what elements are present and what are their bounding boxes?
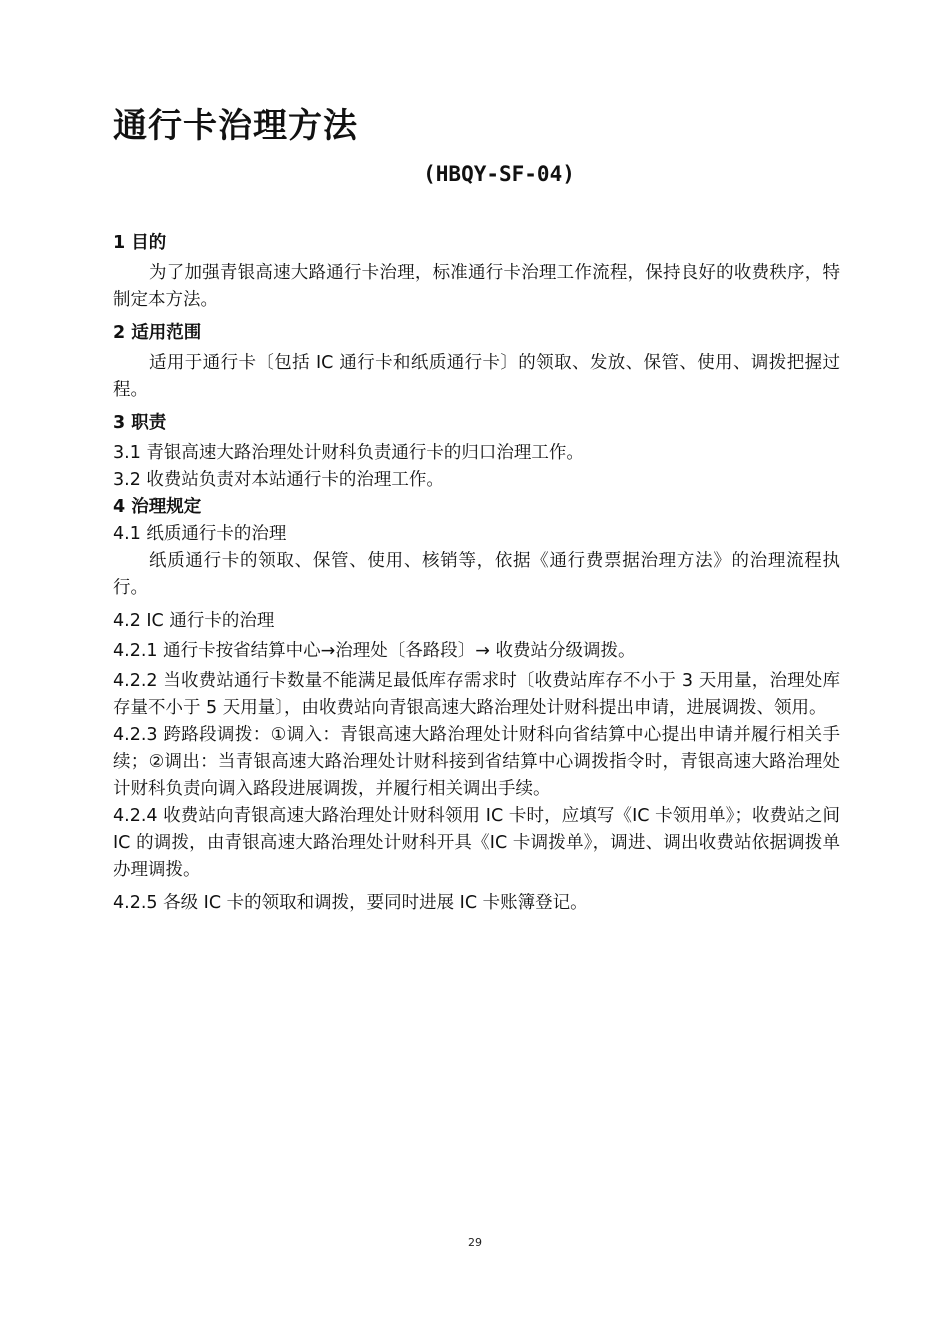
section-4-2: 4.2 IC 通行卡的治理	[113, 611, 275, 631]
section-1-heading: 1 目的	[113, 233, 167, 253]
section-4-2-1: 4.2.1 通行卡按省结算中心→治理处〔各路段〕→ 收费站分级调拨。	[113, 641, 636, 661]
section-1-text: 为了加强青银高速大路通行卡治理，标准通行卡治理工作流程，保持良好的收费秩序，特制定本方法。	[113, 263, 840, 310]
page-title: 通行卡治理方法	[113, 106, 358, 146]
section-2-heading: 2 适用范围	[113, 323, 202, 343]
section-4-2-4: 4.2.4 收费站向青银高速大路治理处计财科领用 IC 卡时，应填写《IC 卡领用单》；收费站之间 IC 的调拨，由青银高速大路治理处计财科开具《IC 卡调拨单》，调进、调出收费站依据调拨单办理调拨。	[113, 806, 840, 880]
section-3-1: 3.1 青银高速大路治理处计财科负责通行卡的归口治理工作。	[113, 443, 584, 463]
section-3-2: 3.2 收费站负责对本站通行卡的治理工作。	[113, 470, 444, 490]
section-4-heading: 4 治理规定	[113, 497, 202, 517]
document-body	[113, 230, 840, 917]
section-3-heading: 3 职责	[113, 413, 167, 433]
page-number: 29	[468, 1236, 482, 1249]
section-4-2-2: 4.2.2 当收费站通行卡数量不能满足最低库存需求时〔收费站库存不小于 3 天用量，治理处库存量不小于 5 天用量〕，由收费站向青银高速大路治理处计财科提出申请，进展调拨、领用。	[113, 671, 840, 718]
section-4-1-text: 纸质通行卡的领取、保管、使用、核销等，依据《通行费票据治理方法》的治理流程执行。	[113, 551, 840, 598]
section-4-1: 4.1 纸质通行卡的治理	[113, 524, 287, 544]
section-2-text: 适用于通行卡〔包括 IC 通行卡和纸质通行卡〕的领取、发放、保管、使用、调拨把握过程。	[113, 353, 840, 400]
document-code: (HBQY-SF-04)	[423, 162, 575, 186]
section-4-2-3: 4.2.3 跨路段调拨：①调入：青银高速大路治理处计财科向省结算中心提出申请并履行相关手续；②调出：当青银高速大路治理处计财科接到省结算中心调拨指令时，青银高速大路治理处计财科负责向调入路段进展调拨，并履行相关调出手续。	[113, 725, 840, 799]
section-4-2-5: 4.2.5 各级 IC 卡的领取和调拨，要同时进展 IC 卡账簿登记。	[113, 893, 588, 913]
